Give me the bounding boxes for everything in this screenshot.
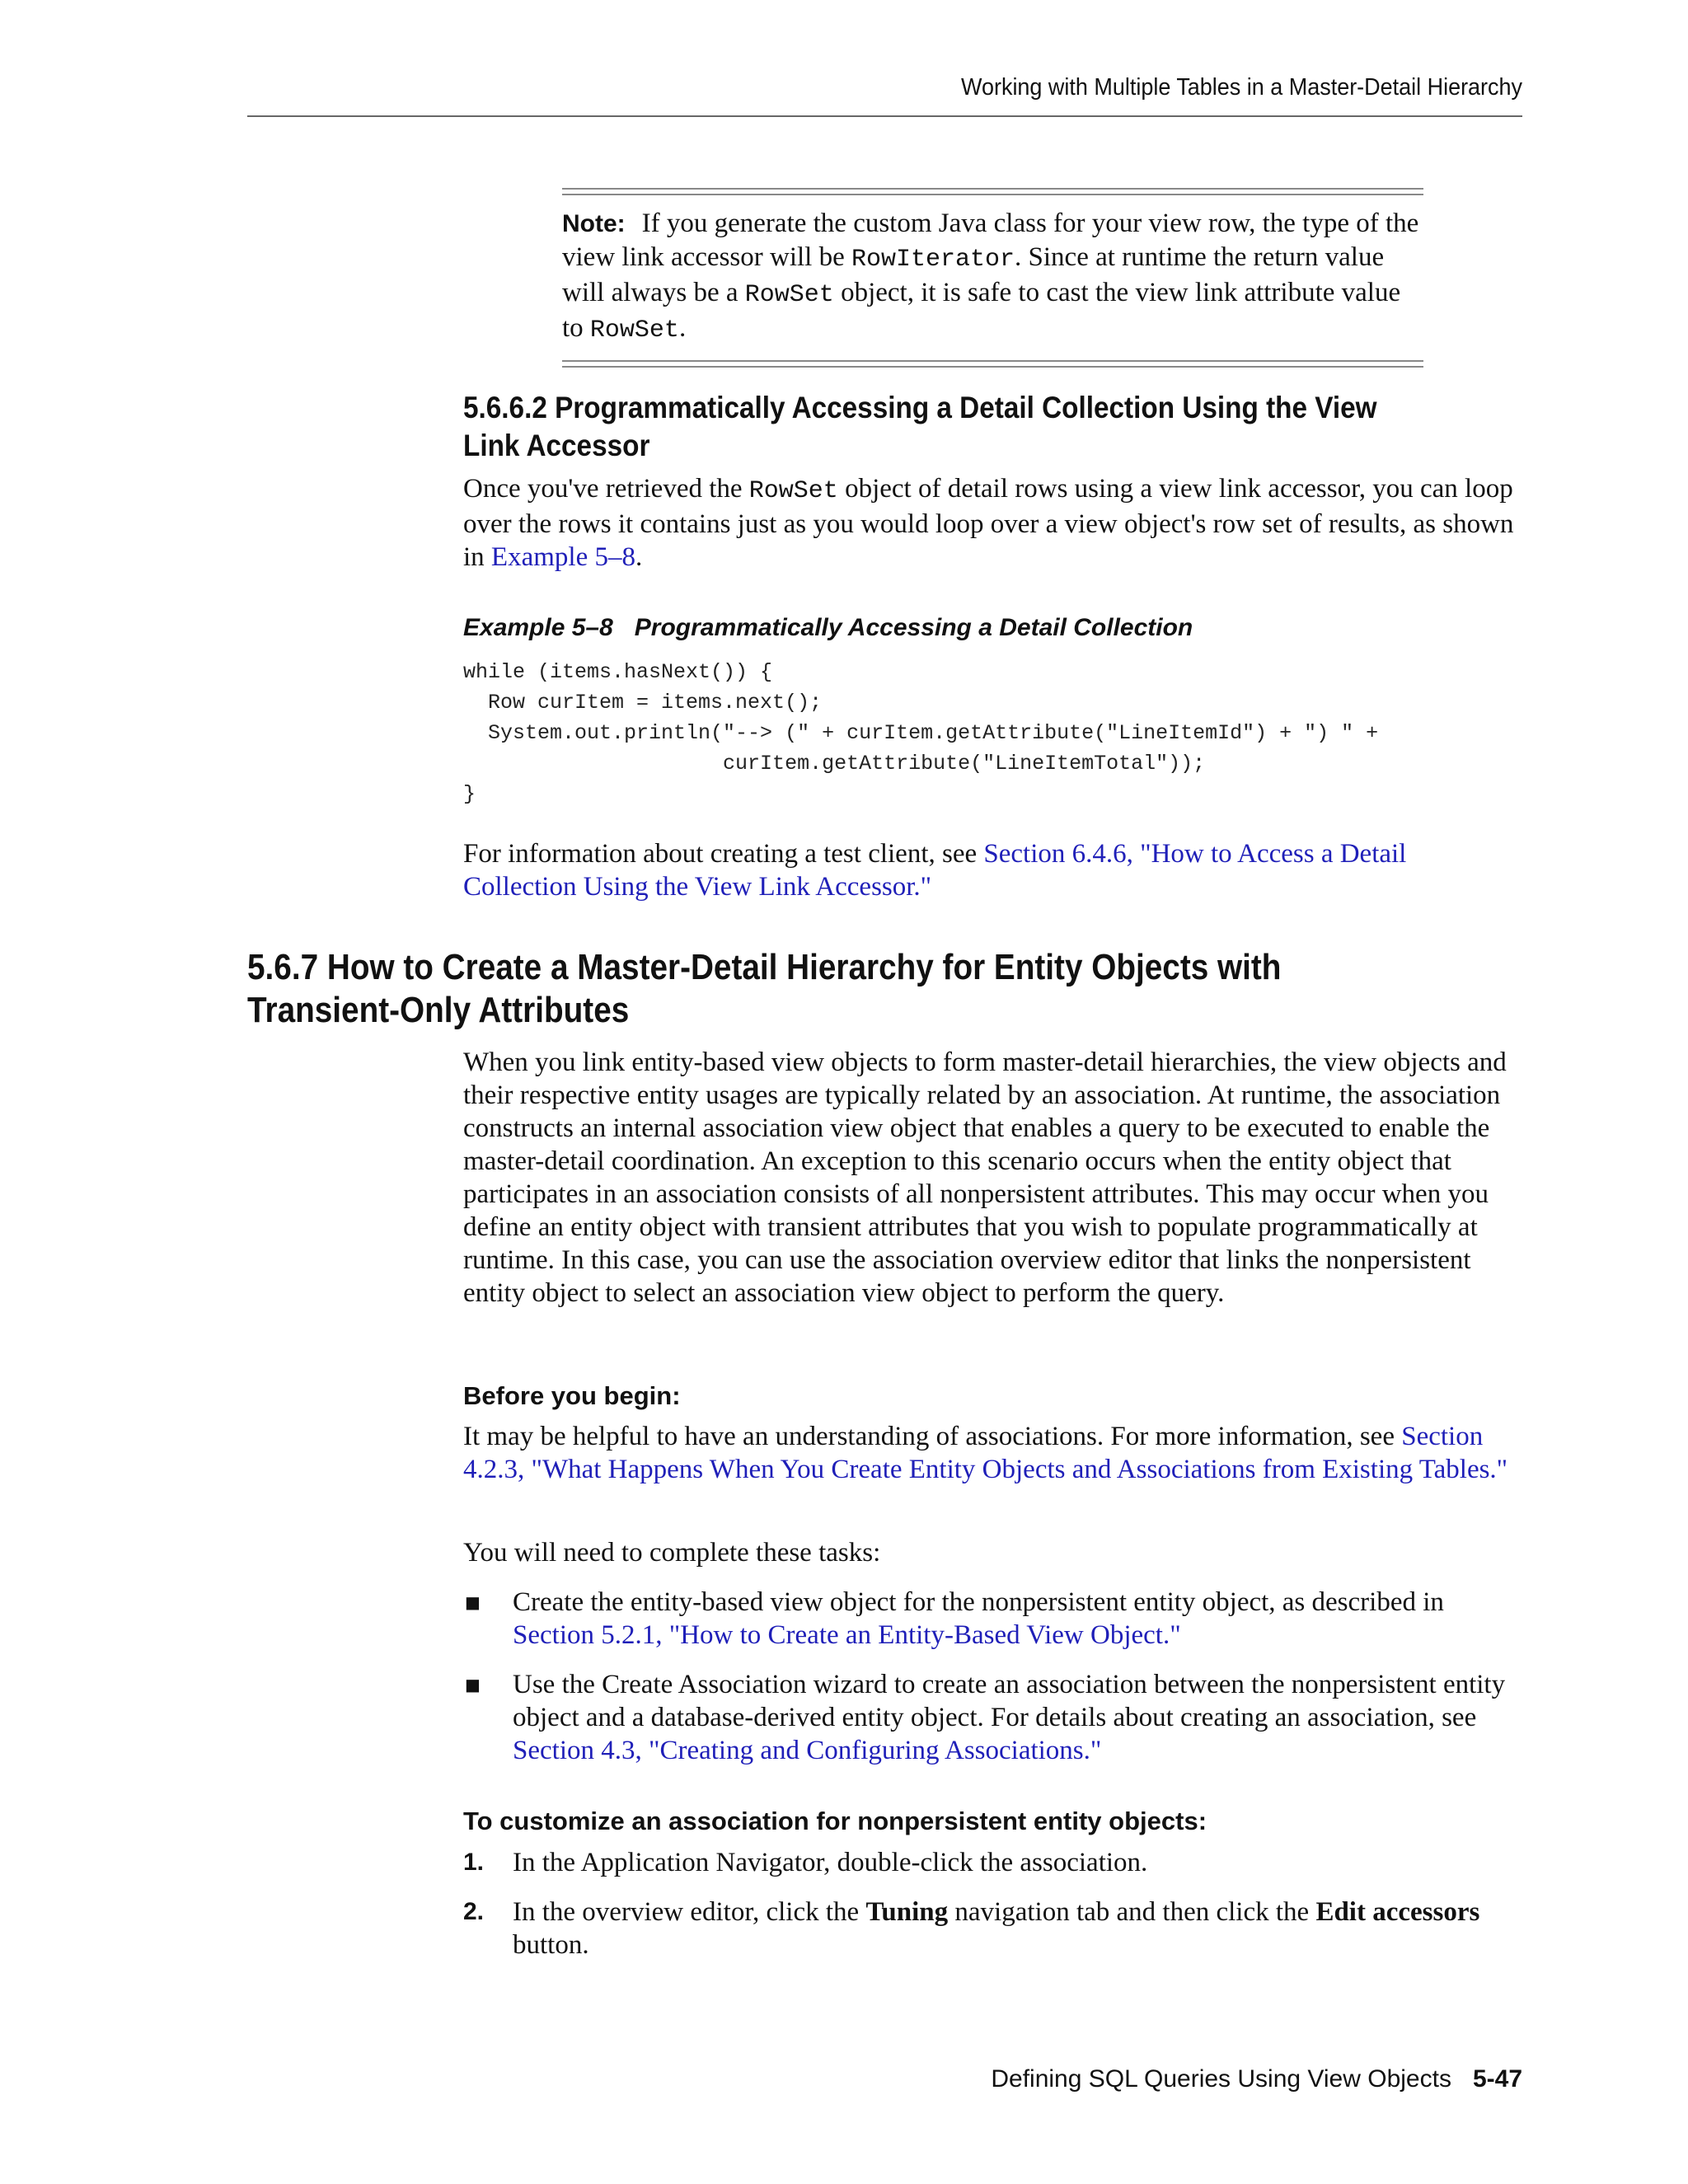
paragraph-text: It may be helpful to have an understanding of associations. For more information, see <box>463 1422 1402 1451</box>
procedure-steps <box>463 1846 1526 1961</box>
step-number: 1. <box>463 1849 485 1876</box>
bullet-icon: ■ <box>465 1592 481 1612</box>
tasks-intro: You will need to complete these tasks: <box>463 1538 881 1568</box>
list-item <box>463 1668 1526 1767</box>
section-567-paragraph: When you link entity-based view objects to form master-detail hierarchies, the view objects and their respective entity usages are typically related by an association. At runtime, the association constructs an internal association view object that enables a query to be executed to enable the master-detail coordination. An exception to this scenario occurs when the entity object that participates in an association consists of all nonpersistent attributes. This may occur when you define an entity object with transient attributes that you wish to populate programmatically at runtime. In this case, you can use the association overview editor that links the nonpersistent entity object to select an association view object to perform the query. <box>463 1047 1507 1308</box>
list-item-text: Create the entity-based view object for the nonpersistent entity object, as described in <box>513 1587 1444 1617</box>
note-bottom-rule-inner <box>562 360 1423 362</box>
section-6-4-6-link[interactable]: Section 6.4.6, "How to Access a Detail Collection Using the View Link Accessor." <box>463 839 1407 902</box>
note-text-part: object, it is safe to cast the view link attribute value to <box>562 278 1401 343</box>
step-text: navigation tab and then click the <box>948 1897 1316 1927</box>
note-code-rowset: RowSet <box>589 316 679 344</box>
inline-code-rowset: RowSet <box>748 477 838 505</box>
note-label: Note: <box>562 210 626 237</box>
before-you-begin-heading: Before you begin: <box>463 1381 681 1410</box>
section-567-heading: 5.6.7 How to Create a Master-Detail Hierarchy for Entity Objects with Transient-Only Attributes <box>247 947 1282 1030</box>
step-text: button. <box>513 1930 589 1960</box>
running-header: Working with Multiple Tables in a Master-Detail Hierarchy <box>961 74 1522 101</box>
section-5662-heading: 5.6.6.2 Programmatically Accessing a Detail Collection Using the View Link Accessor <box>463 391 1377 462</box>
note-code-rowset: RowSet <box>744 281 834 309</box>
example-label: Example 5–8 <box>463 614 613 641</box>
note-code-rowiterator: RowIterator <box>851 246 1015 274</box>
section-4-3-link[interactable]: Section 4.3, "Creating and Configuring Associations." <box>513 1736 1102 1765</box>
list-item-text: Use the Create Association wizard to create an association between the nonpersistent entity object and a database-derived entity object. For details about creating an association, see <box>513 1670 1506 1732</box>
example-5-8-link[interactable]: Example 5–8 <box>490 542 635 572</box>
before-you-begin-paragraph <box>463 1420 1522 1486</box>
ui-term-edit-accessors: Edit accessors <box>1315 1897 1480 1927</box>
paragraph-text: . <box>635 542 643 572</box>
step-text: In the Application Navigator, double-click the association. <box>513 1848 1148 1877</box>
note-text-part: . <box>678 313 687 343</box>
note-text-part: If you generate the custom Java class for your view row, the type of the view link accessor will be <box>562 209 1419 272</box>
note-text <box>562 207 1423 347</box>
step-text: In the overview editor, click the <box>513 1897 866 1927</box>
procedure-step <box>463 1896 1526 1961</box>
page-number: 5-47 <box>1472 2065 1522 2093</box>
task-list <box>463 1586 1526 1767</box>
test-client-paragraph <box>463 837 1522 903</box>
paragraph-text: object of detail rows using a view link accessor, you can loop over the rows it contains just as you would loop over a view object's row set of results, as shown in <box>463 474 1514 572</box>
procedure-heading: To customize an association for nonpersistent entity objects: <box>463 1807 1207 1835</box>
note-top-rule <box>562 188 1423 190</box>
ui-term-tuning: Tuning <box>865 1897 949 1927</box>
code-example: while (items.hasNext()) { Row curItem = items.next(); System.out.println("--> (" + curItem.getAttribute("LineItemId") + ") " + curItem.getAttribute("LineItemTotal")); } <box>463 660 1379 806</box>
paragraph-text: Once you've retrieved the <box>463 474 749 504</box>
header-rule <box>247 115 1522 117</box>
procedure-step <box>463 1846 1526 1879</box>
note-bottom-rule <box>562 366 1423 368</box>
paragraph-text: For information about creating a test client, see <box>463 839 984 869</box>
note-text-part: . Since at runtime the return value will always be a <box>562 242 1385 307</box>
page-footer <box>991 2065 1522 2093</box>
section-5-2-1-link[interactable]: Section 5.2.1, "How to Create an Entity-Based View Object." <box>513 1620 1181 1650</box>
example-caption: Programmatically Accessing a Detail Collection <box>634 614 1193 641</box>
bullet-icon: ■ <box>465 1675 481 1694</box>
section-4-2-3-link[interactable]: Section 4.2.3, "What Happens When You Create Entity Objects and Associations from Existing Tables." <box>463 1422 1508 1484</box>
list-item <box>463 1586 1526 1652</box>
step-number: 2. <box>463 1898 485 1925</box>
note-top-rule-inner <box>562 194 1423 195</box>
section-5662-paragraph <box>463 472 1522 574</box>
note-box <box>562 188 1423 368</box>
example-title <box>463 614 1193 642</box>
footer-title: Defining SQL Queries Using View Objects <box>991 2065 1451 2093</box>
